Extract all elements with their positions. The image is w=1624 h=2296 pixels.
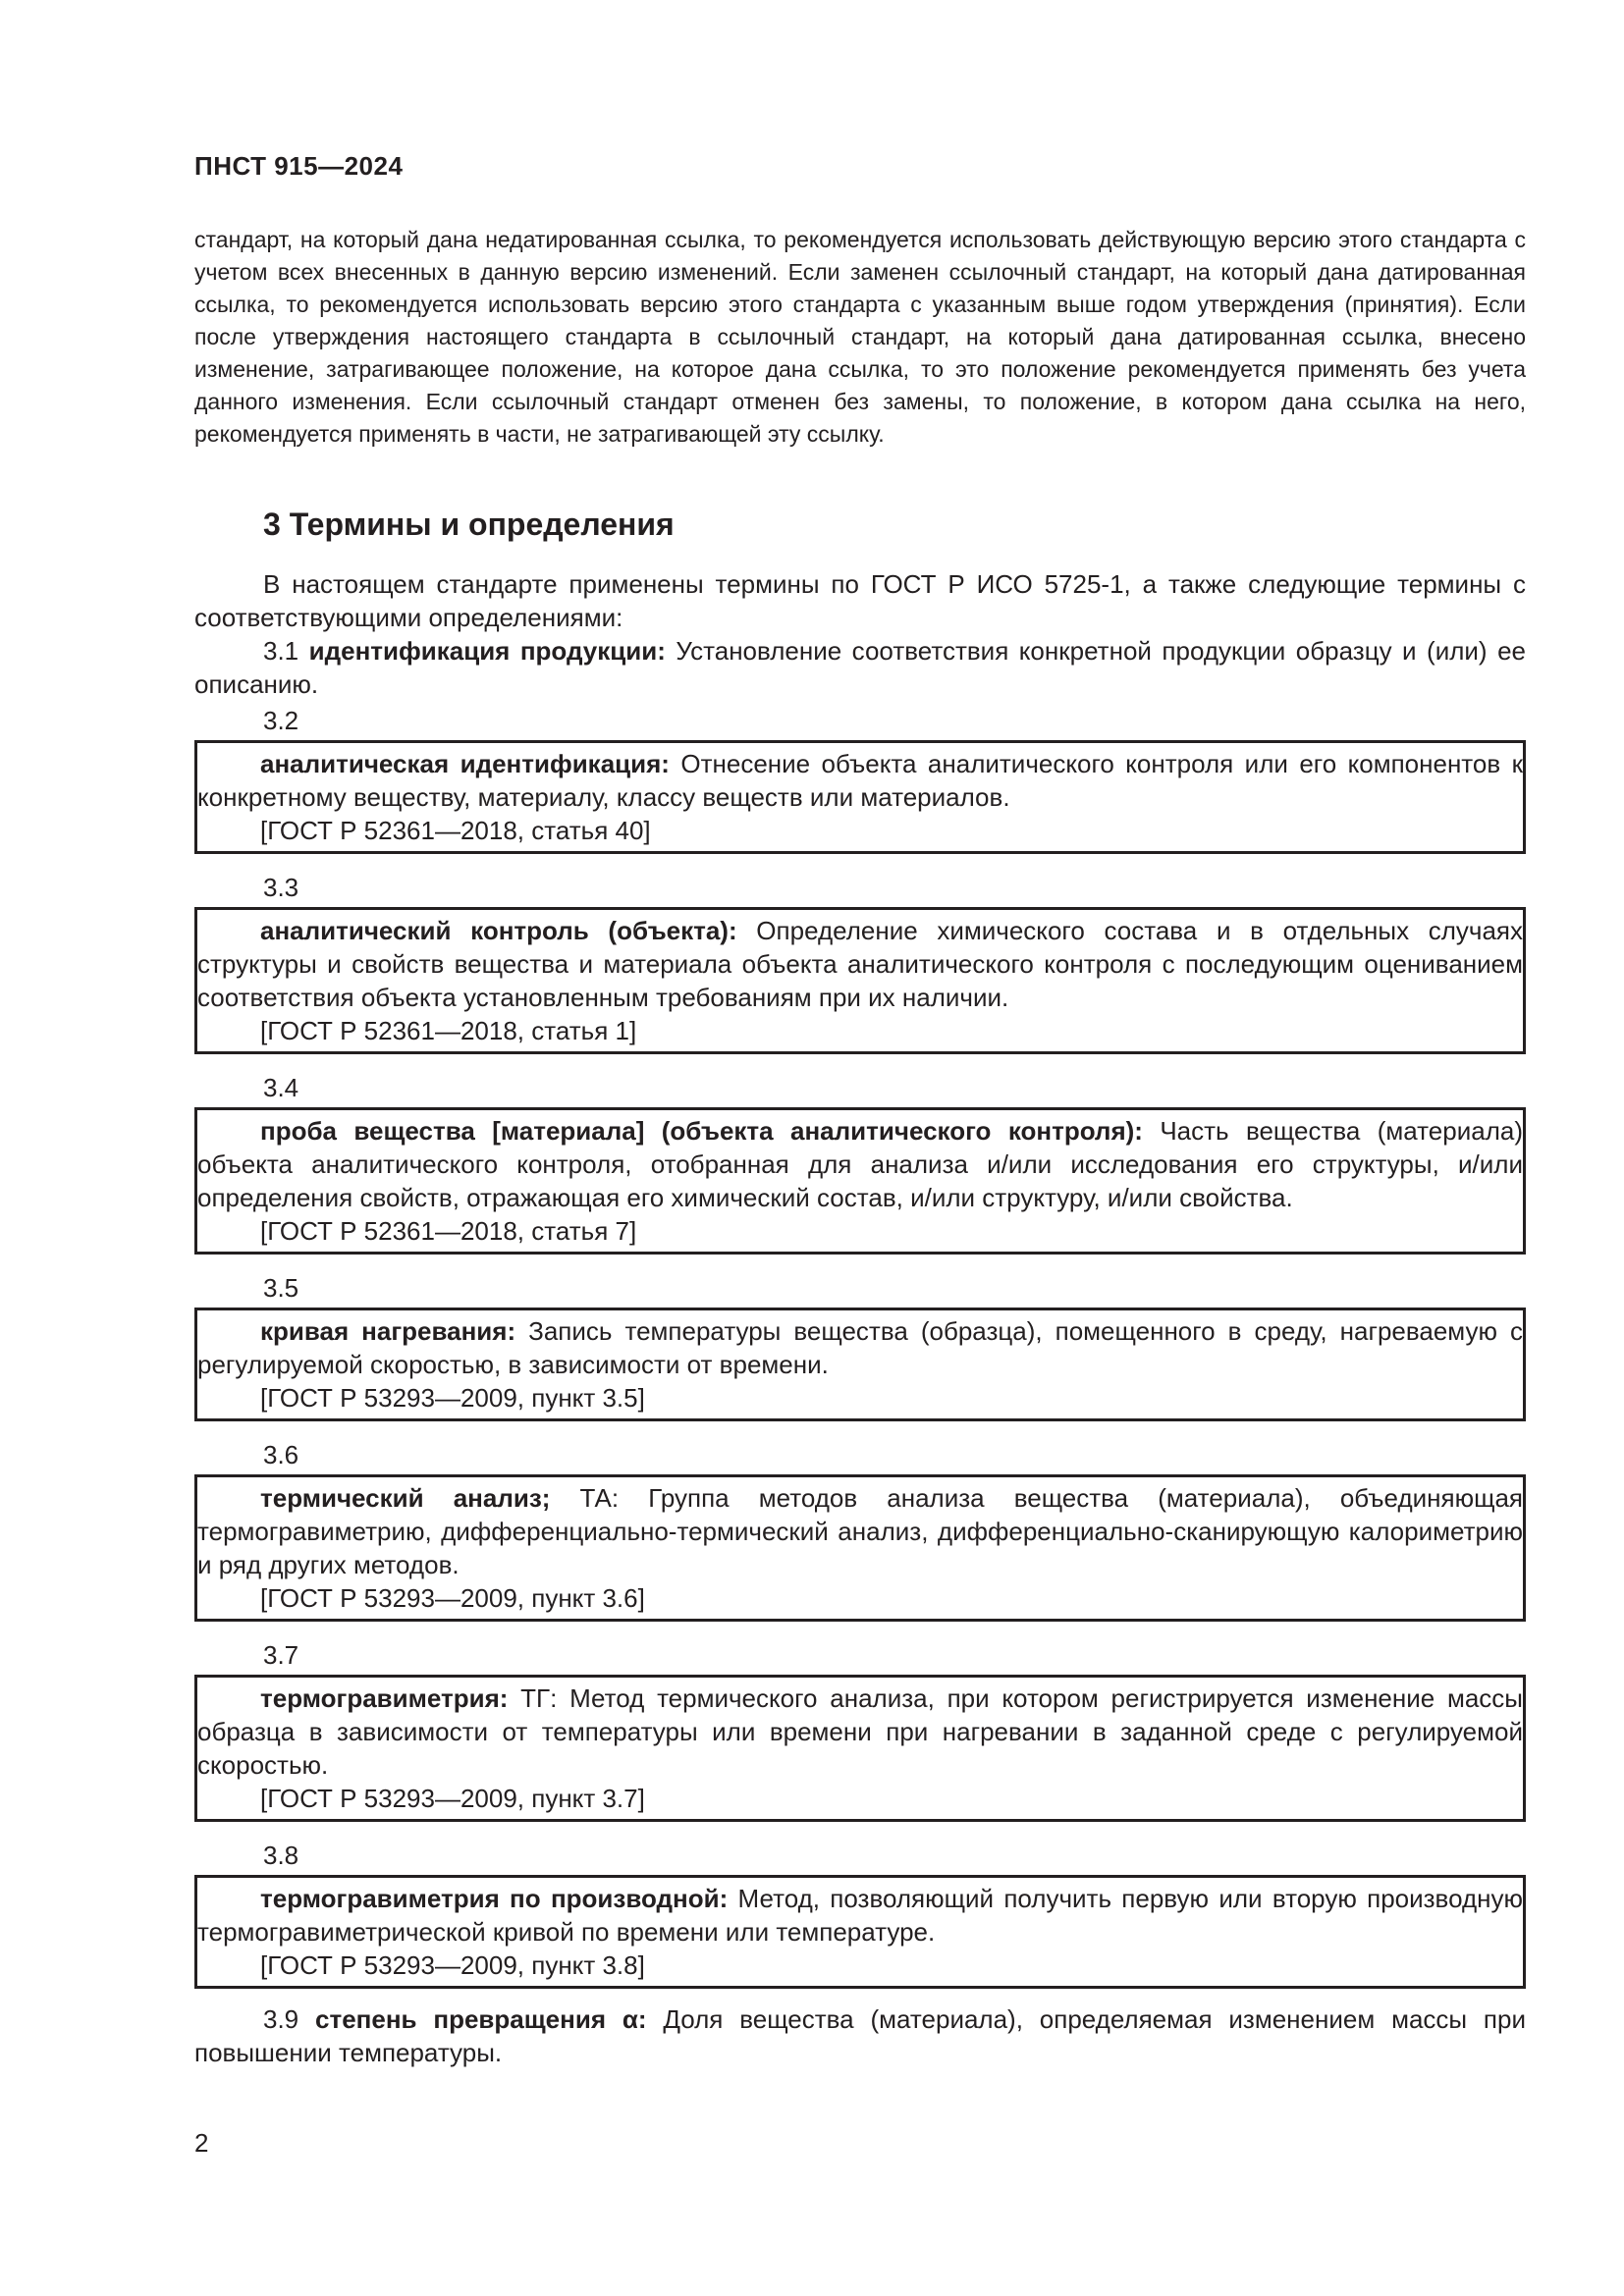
term-box — [194, 1474, 1526, 1622]
intro-paragraph — [194, 224, 1526, 451]
term-number: 3.3 — [263, 873, 299, 902]
section-lead: В настоящем стандарте применены термины по ГОСТ Р ИСО 5725-1, а также следующие термины с соответствующими определениями: — [194, 569, 1526, 632]
term-name: аналитический контроль (объекта): — [260, 916, 737, 945]
term-definition: Установление соответствия конкретной продукции образцу и (или) ее описанию. — [194, 636, 1526, 699]
terms-body — [194, 567, 1526, 2069]
term-name: термический анализ; — [260, 1483, 551, 1513]
term-definition: ТА: Группа методов анализа вещества (материала), объединяющая термогравиметрию, дифференциально-термический анализ, дифференциально-сканирующую калориметрию и ряд других методов. — [197, 1483, 1524, 1579]
term-box — [194, 1107, 1526, 1255]
term-definition: Отнесение объекта аналитического контроля или его компонентов к конкретному веществу, материалу, классу веществ или материалов. — [197, 749, 1523, 812]
term-box — [194, 740, 1526, 854]
term-box — [194, 907, 1526, 1054]
term-name: идентификация продукции: — [308, 636, 666, 666]
term-entry — [197, 747, 1523, 814]
boxed-terms-list — [194, 701, 1526, 1989]
term-box — [194, 1875, 1526, 1989]
term-source: [ГОСТ Р 53293—2009, пункт 3.6] — [260, 1583, 645, 1613]
term-definition: Доля вещества (материала), определяемая изменением массы при повышении температуры. — [194, 2004, 1526, 2067]
term-name: степень превращения α: — [315, 2004, 647, 2034]
term-source: [ГОСТ Р 53293—2009, пункт 3.5] — [260, 1383, 645, 1413]
term-definition: Часть вещества (материала) объекта аналитического контроля, отобранная для анализа и/или исследования его структуры, и/или определения свойств, отражающая его химический состав, и/или структуру, и/или свойства. — [197, 1116, 1523, 1212]
section-title: 3 Термины и определения — [263, 507, 675, 542]
term-name: кривая нагревания: — [260, 1316, 516, 1346]
term-number: 3.2 — [263, 706, 299, 735]
term-entry — [197, 1314, 1523, 1381]
term-3-1 — [194, 634, 1526, 701]
term-source: [ГОСТ Р 52361—2018, статья 1] — [260, 1016, 637, 1045]
term-definition: ТГ: Метод термического анализа, при котором регистрируется изменение массы образца в зависимости от температуры или времени при нагревании в заданной среде с регулируемой скоростью. — [197, 1683, 1523, 1780]
term-source: [ГОСТ Р 52361—2018, статья 40] — [260, 816, 651, 845]
term-number: 3.1 — [263, 636, 299, 666]
term-number: 3.7 — [263, 1640, 299, 1670]
term-number: 3.9 — [263, 2004, 299, 2034]
term-definition: Запись температуры вещества (образца), помещенного в среду, нагреваемую с регулируемой скоростью, в зависимости от времени. — [197, 1316, 1523, 1379]
term-box — [194, 1308, 1526, 1421]
term-entry — [197, 1882, 1523, 1949]
term-number: 3.5 — [263, 1273, 299, 1303]
term-entry — [197, 1682, 1523, 1782]
term-name: аналитическая идентификация: — [260, 749, 670, 778]
term-name: термогравиметрия: — [260, 1683, 509, 1713]
term-number: 3.4 — [263, 1073, 299, 1102]
term-number: 3.8 — [263, 1841, 299, 1870]
term-source: [ГОСТ Р 53293—2009, пункт 3.8] — [260, 1950, 645, 1980]
term-definition: Метод, позволяющий получить первую или вторую производную термогравиметрической кривой по времени или температуре. — [197, 1884, 1523, 1947]
intro-text: стандарт, на который дана недатированная ссылка, то рекомендуется использовать действующую версию этого стандарта с учетом всех внесенных в данную версию изменений. Если заменен ссылочный стандарт, на который дана датированная ссылка, то рекомендуется использовать версию этого стандарта с указанным выше годом утверждения (принятия). Если после утверждения настоящего стандарта в ссылочный стандарт, на который дана датированная ссылка, внесено изменение, затрагивающее положение, на которое дана ссылка, то это положение рекомендуется применять без учета данного изменения. Если ссылочный стандарт отменен без замены, то положение, в котором дана ссылка на него, рекомендуется применять в части, не затрагивающей эту ссылку. — [194, 227, 1526, 447]
term-source: [ГОСТ Р 52361—2018, статья 7] — [260, 1216, 637, 1246]
term-entry — [197, 914, 1523, 1014]
term-box — [194, 1675, 1526, 1822]
term-entry — [197, 1481, 1523, 1581]
document-header: ПНСТ 915—2024 — [194, 151, 404, 181]
term-entry — [197, 1114, 1523, 1214]
term-name: проба вещества [материала] (объекта аналитического контроля): — [260, 1116, 1143, 1146]
term-3-9 — [194, 2002, 1526, 2069]
term-name: термогравиметрия по производной: — [260, 1884, 729, 1913]
term-definition: Определение химического состава и в отдельных случаях структуры и свойств вещества и материала объекта аналитического контроля с последующим оцениванием соответствия объекта установленным требованиям при их наличии. — [197, 916, 1523, 1012]
term-source: [ГОСТ Р 53293—2009, пункт 3.7] — [260, 1784, 645, 1813]
page-number: 2 — [194, 2128, 209, 2158]
term-number: 3.6 — [263, 1440, 299, 1469]
